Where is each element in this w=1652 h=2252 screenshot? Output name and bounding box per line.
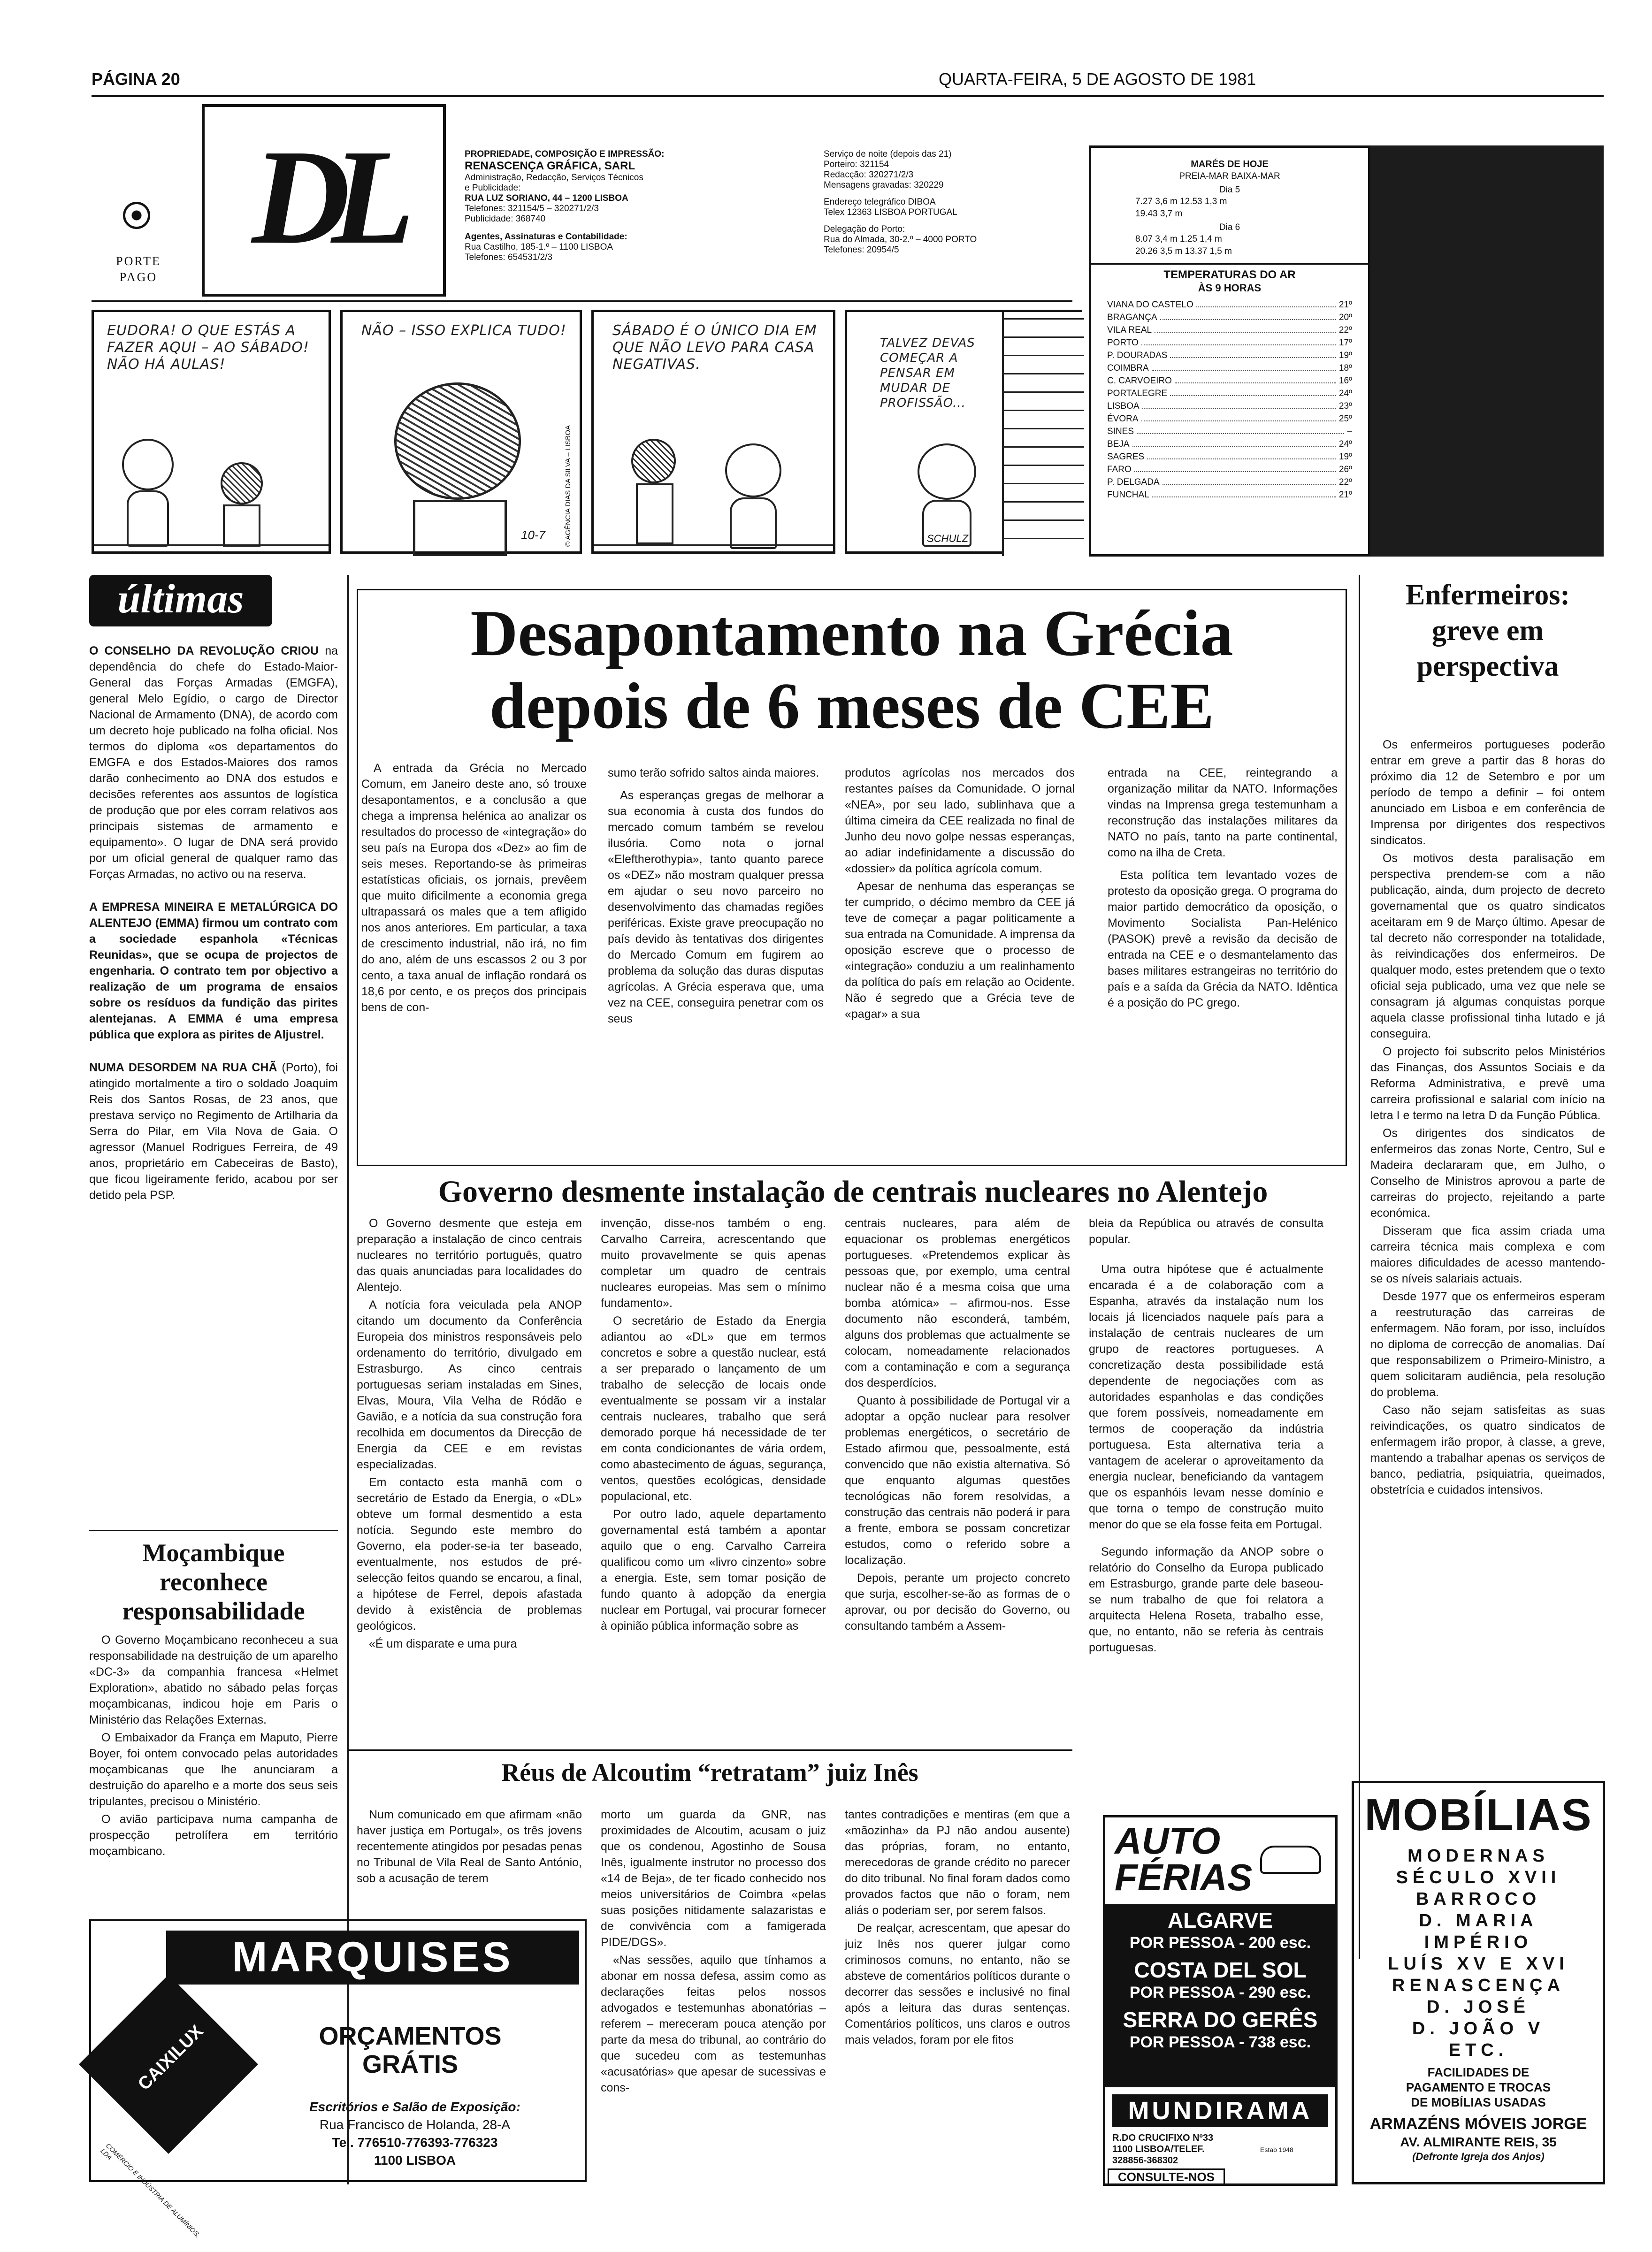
city-temp: 21º: [1338, 490, 1352, 500]
mobilias-store: ARMAZÉNS MÓVEIS JORGE: [1369, 2115, 1587, 2133]
reus-para: «Nas sessões, aquilo que tínhamos a abonar em nossa defesa, assim como as declarações feitas pelos nossos advogados e testemunhas abonatórias – referem – mereceram pouca atenção por parte da mesa do tribunal, ao contrário do que sucedeu com as testemunhas «acusatórias» que apesar de sucessivas e cons-: [601, 1954, 826, 2094]
mobilias-style-line: IMPÉRIO: [1424, 1932, 1533, 1952]
page-date: QUARTA-FEIRA, 5 DE AGOSTO DE 1981: [939, 69, 1256, 89]
dest-3: SERRA DO GERÊS: [1123, 2008, 1318, 2032]
city-name: FARO: [1107, 465, 1132, 474]
car-icon: [1260, 1846, 1321, 1874]
ultimas-column: [89, 643, 338, 1205]
temperature-row: [1107, 362, 1352, 374]
info-line: Telefones: 20954/5: [824, 245, 899, 255]
tides-title: MARÉS DE HOJE: [1191, 159, 1269, 169]
reus-para: Num comunicado em que afirmam «não haver justiça em Portugal», os três jovens recentemente atingidos por pesadas penas no Tribunal de Vila Real de Santo António, sob a acusação de terem: [357, 1808, 582, 1885]
comic-text-2: NÃO – ISSO EXPLICA TUDO!: [361, 322, 566, 339]
nucleares-para: Uma outra hipótese que é actualmente encarada é a de colaboração com a Espanha, através da instalação num los locais já licenciados naquele país para a instalação de centrais nucleares de um grupo de reactores portugueses. A concretização desta possibilidade está dependente de negociações com as autoridades espanholas e das condições que forem possíveis, nomeadamente em termos de cooperação da indústria portuguesa. Esta alternativa teria a vantagem de acelerar o aproveitamento da energia nuclear, beneficiando da vantagem que os espanhóis levam nesse domínio e que torna o tempo de construção muito menor do que se ela fosse feita em Portugal.: [1089, 1263, 1323, 1531]
grecia-col-3: [845, 765, 1075, 1024]
info-line: Mensagens gravadas: 320229: [824, 180, 944, 190]
city-name: C. CARVOEIRO: [1107, 376, 1172, 386]
destinations-panel: [1105, 1904, 1335, 2087]
nucleares-para: Por outro lado, aquele departamento governamental está também a apontar aquilo que o eng. Carvalho Carreira qualificou como um «livro cinzento» sobre a energia. Este, sem tomar posição de fundo quanto à adopção da energia nuclear em Portugal, vai procurar fornecer à opinião pública informação sobre as: [601, 1508, 826, 1633]
dest-1-price: POR PESSOA - 200 esc.: [1129, 1934, 1311, 1952]
mobilias-style-line: RENASCENÇA: [1392, 1976, 1565, 1995]
city-temp: –: [1347, 427, 1352, 436]
tide-row: 19.43 3,7 m: [1135, 209, 1183, 219]
emblem-icon: [123, 202, 150, 229]
grecia-para: A entrada da Grécia no Mercado Comum, em Janeiro deste ano, só trouxe desapontamentos, e a conclusão a que chega a imprensa helénica ao analizar os resultados do processo de «integração» do seu país na Europa dos «Dez» ao fim de seis meses. Reportando-se às primeiras estatísticas oficiais, os jornais, prevêem que muito dificilmente a economia grega ultrapassará os males que a tem afligido nos anos anteriores. Em particular, a taxa de crescimento industrial, não irá, no fim do ano, além de uns escassos 2 ou 3 por cento, a taxa anual de inflação rondará os 18,6 por cento, e os preços dos principais bens de con-: [361, 762, 587, 1014]
temperature-row: [1107, 425, 1352, 438]
ground-line: [594, 544, 833, 546]
ad-mobilias: [1352, 1781, 1605, 2184]
agency-estab: Estab 1948: [1260, 2146, 1293, 2153]
info-line: Administração, Redacção, Serviços Técnicos: [465, 173, 643, 183]
nucleares-para: O secretário de Estado da Energia adiantou ao «DL» que em termos concretos e sobre a questão nuclear, está a ser preparado o lançamento de um trabalho de selecção de locais onde eventualmente se possam vir a instalar centrais nucleares, trabalho que será demorado porque há necessidade de ter em conta condicionantes de vária ordem, como abastecimento de águas, segurança, ventos, questões ecológicas, densidade populacional, etc.: [601, 1314, 826, 1503]
nucleares-title: Governo desmente instalação de centrais nucleares no Alentejo: [438, 1175, 1268, 1209]
ground-line: [94, 544, 329, 546]
character-figure: [223, 504, 260, 547]
city-temp: 16º: [1338, 376, 1352, 386]
ultimas-lead-1: O CONSELHO DA REVOLUÇÃO CRIOU: [89, 644, 319, 657]
city-temp: 18º: [1338, 363, 1352, 373]
grecia-para: produtos agrícolas nos mercados dos restantes países da Comunidade. O jornal «NEA», por seu lado, sublinhava que a última cimeira da CEE realizada no final de Junho deu novo golpe nessas esperanças, ao adiar indefinidamente a discussão do «dossier» da política agrícola comum.: [845, 766, 1075, 875]
nucleares-para: O Governo desmente que esteja em preparação a instalação de cinco centrais nucleares no território português, quatro das quais anunciadas para localidades do Alentejo.: [357, 1217, 582, 1294]
city-name: SINES: [1107, 427, 1134, 436]
tides-sub: PREIA-MAR BAIXA-MAR: [1179, 171, 1280, 181]
tide-row: 7.27 3,6 m 12.53 1,3 m: [1135, 197, 1227, 206]
info-line: Redacção: 320271/2/3: [824, 170, 914, 180]
nucleares-para: «É um disparate e uma pura: [369, 1637, 517, 1650]
city-temp: 20º: [1338, 313, 1352, 322]
temp-title: TEMPERATURAS DO AR: [1163, 268, 1296, 281]
temperature-row: [1107, 400, 1352, 412]
header-rule: [92, 95, 1604, 97]
character-figure: [725, 443, 781, 497]
enfermeiros-para: Desde 1977 que os enfermeiros esperam a reestruturação das carreiras de enfermagem. Não foram, por isso, incluídos no diploma de correcção de anomalias. Daí que responsabilizem o Primeiro-Ministro, a quem solicitaram audiência, pela resolução do problema.: [1370, 1290, 1605, 1399]
weather-dark-band: [1370, 145, 1604, 557]
mobilias-style-line: BARROCO: [1415, 1889, 1541, 1909]
grecia-col-1: [361, 760, 587, 1017]
nucleares-para: Depois, perante um projecto concreto que surja, escolher-se-ão as formas de o aprovar, ou por decisão do Governo, ou consultando também a Assem-: [845, 1572, 1070, 1633]
city-name: P. DELGADA: [1107, 477, 1160, 487]
tides-day5: Dia 5: [1219, 185, 1240, 195]
ultimas-text-1: na dependência do chefe do Estado-Maior-General das Forças Armadas (EMGFA), general Melo Egídio, o cargo de Director Nacional de Armamento (DNA), de acordo com um decreto hoje publicado na folha oficial. Nos termos do diploma «os departamentos do EMGFA e dos Estados-Maiores dos ramos darão conhecimento ao DNA dos estudos e decisões referentes aos assuntos de logística de produção que por eles corram relativos aos principais sistemas de armamento e equipamento». O lugar de DNA será provido por um oficial general de qualquer ramo das Forças Armadas, no activo ou na reserva.: [89, 644, 338, 881]
enfermeiros-para: Os motivos desta paralisação em perspectiva prendem-se com a não publicação, ainda, dum projecto de decreto governamental que os quatro sindicatos aceitaram em 9 de Março último. Apesar de tal decreto não corresponder na totalidade, às reivindicações dos enfermeiros. De qualquer modo, estes pretendem que o texto oficial seja publicado, uma vez que nele se consagram já algumas conquistas porque aquela classe profissional tinha lutado e já conseguira.: [1370, 852, 1605, 1040]
grecia-title-2: depois de 6 meses de CEE: [489, 670, 1214, 742]
city-temp: 25º: [1338, 414, 1352, 424]
masthead-rule: [92, 300, 1072, 302]
info-line: Porteiro: 321154: [824, 160, 889, 169]
enfermeiros-para: Caso não sejam satisfeitas as suas reivindicações, os quatro sindicatos de enfermagem irão propor, à classe, a greve, mantendo a trabalhar apenas os serviços de banco, pediatria, psiquiatria, queimados, obstetrícia e cuidados intensivos.: [1370, 1404, 1605, 1496]
masthead-info-left: [465, 149, 765, 263]
mobilias-title: MOBÍLIAS: [1364, 1790, 1592, 1840]
grecia-col-2: [608, 765, 824, 1029]
reus-title: Réus de Alcoutim “retratam” juiz Inês: [501, 1758, 918, 1786]
reus-col-3: [845, 1807, 1070, 2050]
temp-sub: ÀS 9 HORAS: [1198, 282, 1262, 294]
consulte-label: CONSULTE-NOS: [1108, 2168, 1225, 2186]
column-rule: [1359, 575, 1360, 1959]
temperature-row: [1107, 298, 1352, 311]
temperature-row: [1107, 387, 1352, 400]
city-temp: 24º: [1338, 389, 1352, 398]
nucleares-col-2: [601, 1215, 826, 1636]
comic-panel-2: [340, 310, 582, 554]
comic-panel-1: [92, 310, 331, 554]
city-name: ÉVORA: [1107, 414, 1139, 424]
divider: [89, 1530, 338, 1531]
mocambique-para: O Embaixador da França em Maputo, Pierre Boyer, foi ontem convocado pelas autoridades moçambicanas que lhe anunciaram a destruição do aparelho e a morte dos seus seis tripulantes, precisou o Ministério.: [89, 1731, 338, 1808]
city-name: PORTALEGRE: [1107, 389, 1168, 398]
grecia-para: entrada na CEE, reintegrando a organização militar da NATO. Informações vindas na Imprensa grega testemunham a reconstrução das instalações militares da NATO no país, tanto na parte continental, como na ilha de Creta.: [1108, 766, 1338, 859]
info-line: PROPRIEDADE, COMPOSIÇÃO E IMPRESSÃO:: [465, 149, 665, 159]
temperature-list: [1107, 298, 1352, 501]
reus-para: De realçar, acrescentam, que apesar do juiz Inês nos querer julgar como criminosos comuns, no entanto, não se absteve de comentários políticos durante o decorrer das sessões e inclusivé no final após a leitura das duras sentenças. Comentários políticos, uns claros e outros mais velados, foram por ele fitos: [845, 1922, 1070, 2046]
city-temp: 19º: [1338, 452, 1352, 462]
info-line: Serviço de noite (depois das 21): [824, 149, 952, 159]
ultimas-badge: últimas: [89, 575, 272, 626]
enfermeiros-para: Os enfermeiros portugueses poderão entrar em greve a partir das 8 horas do próximo dia 12 de Setembro e por um período de tempo a definir – foi ontem anunciado em Lisboa e em conferência de Imprensa por dirigentes dos respectivos sindicatos.: [1370, 738, 1605, 847]
city-temp: 23º: [1338, 401, 1352, 411]
addr-line: 1100 LISBOA: [374, 2153, 456, 2168]
character-figure: [730, 497, 777, 549]
mobilias-style-line: MODERNAS: [1407, 1846, 1549, 1866]
masthead-info-right: [824, 149, 1086, 255]
dest-1: ALGARVE: [1167, 1908, 1273, 1932]
info-line: Telefones: 321154/5 – 320271/2/3: [465, 204, 599, 214]
mocambique-para: O avião participava numa campanha de prospecção petrolífera em território moçambicano.: [89, 1813, 338, 1858]
reus-col-2: [601, 1807, 826, 2098]
tides-day6: Dia 6: [1219, 222, 1240, 232]
character-figure: [918, 443, 976, 500]
nucleares-col-3: [845, 1215, 1070, 1636]
nucleares-para: A notícia fora veiculada pela ANOP citando um documento da Conferência Europeia dos ministros responsáveis pelo ordenamento do território, divulgado em Estrasburgo. As cinco centrais portuguesas seriam instaladas em Sines, Elvas, Moura, Vila Velha de Ródão e Gavião, e a notícia da sua construção fora recolhida em documentos da Direcção de Energia da CEE e em revistas especializadas.: [357, 1298, 582, 1471]
city-name: P. DOURADAS: [1107, 351, 1168, 360]
info-line: RUA LUZ SORIANO, 44 – 1200 LISBOA: [465, 193, 628, 203]
enfermeiros-body: [1370, 737, 1605, 1500]
city-temp: 22º: [1338, 477, 1352, 487]
agency-name: MUNDIRAMA: [1112, 2094, 1328, 2127]
mobilias-style-line: D. JOSÉ: [1427, 1997, 1530, 2017]
enfermeiros-title: Enfermeiros: greve em perspectiva: [1405, 579, 1570, 682]
temperature-row: [1107, 450, 1352, 463]
nucleares-para: centrais nucleares, para além de equacionar os problemas energéticos portugueses. «Pretendemos explicar às pessoas que, por exemplo, uma central nuclear não é a mesma coisa que uma bomba atómica» – afirmou-nos. Esse documento não esconderá, também, alguns dos problemas que actualmente se colocam, nomeadamente relacionados com a contaminação e com a segurança dos desperdícios.: [845, 1217, 1070, 1389]
grecia-para: Esta política tem levantado vozes de protesto da oposição grega. O programa do maior partido democrático da oposição, o Movimento Socialista Pan-Helénico (PASOK) prevê a revisão da decisão de entrada na CEE e o desmantelamento das bases militares estrangeiras no território do país e a saída da Grécia da NATO. Idêntica é a posição do PC grego.: [1108, 869, 1338, 1009]
temperature-row: [1107, 489, 1352, 501]
brick-wall: [1002, 312, 1084, 556]
grecia-para: As esperanças gregas de melhorar a sua economia à custa dos fundos do mercado comum também se revelou ilusória. Como nota o jornal «Eleftherothypia», tanto quanto parece os «DEZ» não mostram qualquer pressa em ajudar o seu novo parceiro no desenvolvimento das chamadas regiões periféricas. Existe grave preocupação no país devido às tentativas dos dirigentes do Mercado Comum em fugirem ao problema da solução das duras disputas agrícolas. A Grécia esperava que, uma vez na CEE, conseguira penetrar com os seus: [608, 789, 824, 1025]
comic-text-4: TALVEZ DEVAS COMEÇAR A PENSAR EM MUDAR DE PROFISSÃO...: [880, 336, 975, 410]
city-name: BRAGANÇA: [1107, 313, 1157, 322]
comic-text-3: SÁBADO É O ÚNICO DIA EM QUE NÃO LEVO PARA CASA NEGATIVAS.: [612, 322, 817, 373]
comic-signature: SCHULZ: [927, 533, 969, 544]
tide-row: 20.26 3,5 m 13.37 1,5 m: [1135, 246, 1232, 256]
grecia-col-4: [1108, 765, 1338, 1013]
reus-col-1: [357, 1807, 582, 1888]
city-name: PORTO: [1107, 338, 1139, 348]
nucleares-para: Segundo informação da ANOP sobre o relatório do Conselho da Europa publicado em Estrasburgo, grande parte dele baseou-se num trabalho de que foi relatora a arquitecta Helena Roseta, trabalho esse, que, no entanto, não se referia às centrais portuguesas.: [1089, 1545, 1323, 1654]
character-figure: [636, 483, 673, 544]
addr-line: Escritórios e Salão de Exposição:: [309, 2099, 520, 2114]
tide-row: 8.07 3,4 m 1.25 1,4 m: [1135, 234, 1222, 244]
ultimas-text-2: A EMPRESA MINEIRA E METALÚRGICA DO ALENTEJO (EMMA) firmou um contrato com a sociedade espanhola «Técnicas Reunidas», que se ocupa de projectos de engenharia. O contrato tem por objectivo a realização de um programa de ensaios sobre os resíduos da fundição das pirites alentejanas. A EMMA é uma empresa pública que explora as pirites de Aljustrel.: [89, 901, 338, 1041]
city-temp: 22º: [1338, 325, 1352, 335]
porte-pago: PORTE PAGO: [116, 254, 161, 284]
temperature-row: [1107, 412, 1352, 425]
character-figure: [413, 500, 507, 556]
dest-2-price: POR PESSOA - 290 esc.: [1129, 1984, 1311, 2001]
comic-panel-4: [845, 310, 1082, 554]
temperature-row: [1107, 336, 1352, 349]
addr-line: Rua Francisco de Holanda, 28-A: [319, 2117, 511, 2132]
info-line: Rua do Almada, 30-2.º – 4000 PORTO: [824, 235, 977, 244]
temperature-row: [1107, 374, 1352, 387]
character-figure: [221, 462, 263, 504]
city-temp: 26º: [1338, 465, 1352, 474]
agency-addr: 328856-368302: [1112, 2155, 1178, 2166]
city-temp: 19º: [1338, 351, 1352, 360]
auto-brand-2: FÉRIAS: [1115, 1856, 1253, 1898]
marquises-brand: MARQUISES: [166, 1931, 579, 1985]
caixilux-side: COMÉRCIO E INDÚSTRIA DE ALUMÍNIOS, LDA: [99, 2142, 202, 2239]
mobilias-terms: FACILIDADES DE: [1427, 2065, 1530, 2079]
mocambique-para: O Governo Moçambicano reconheceu a sua responsabilidade na destruição de um aparelho «DC-3» da companhia francesa «Helmet Exploration», abatido no sábado pelas forças moçambicanas, indicou hoje em Paris o Ministério das Relações Externas.: [89, 1634, 338, 1726]
caixilux-label: CAIXILUX: [134, 2021, 207, 2094]
nucleares-col-4: [1089, 1215, 1323, 1657]
mocambique-body: [89, 1632, 338, 1861]
mobilias-style-line: D. MARIA: [1419, 1911, 1538, 1931]
city-name: LISBOA: [1107, 401, 1140, 411]
info-line: Telefones: 654531/2/3: [465, 252, 552, 262]
info-line: Telex 12363 LISBOA PORTUGAL: [824, 207, 957, 217]
info-line: Endereço telegráfico DIBOA: [824, 197, 936, 207]
info-line: Publicidade: 368740: [465, 214, 546, 224]
city-temp: 17º: [1338, 338, 1352, 348]
info-line: RENASCENÇA GRÁFICA, SARL: [465, 160, 635, 172]
nucleares-col-1: [357, 1215, 582, 1654]
ultimas-text-3: (Porto), foi atingido mortalmente a tiro o soldado Joaquim Reis dos Santos Rosas, de 23 anos, que prestava serviço no Regimento de Artilharia da Serra do Pilar, em Vila Nova de Gaia. O agressor (Manuel Rodrigues Ferreira, de 49 anos, proprietário em Cabeceiras de Basto), que ficou ligeiramente ferido, acabou por ser detido pela PSP.: [89, 1061, 338, 1202]
mobilias-terms: DE MOBÍLIAS USADAS: [1411, 2095, 1546, 2109]
comic-panel-3: [591, 310, 835, 554]
mobilias-style-line: ETC.: [1448, 2040, 1508, 2060]
info-line: Delegação do Porto:: [824, 224, 905, 234]
reus-para: tantes contradições e mentiras (em que a «mãozinha» da PJ não andou ausente) das próprias, foram, no entanto, merecedoras de grande crédito no parecer do dito tribunal. No final foram dados como provados factos que não o foram, nem aliás o poderiam ser, por serem falsos.: [845, 1808, 1070, 1917]
mobilias-near: (Defronte Igreja dos Anjos): [1412, 2151, 1545, 2162]
temperature-row: [1107, 438, 1352, 450]
enfermeiros-para: Disseram que fica assim criada uma carreira técnica mais complexa e com maiores dificuldades de acesso mantendo-se os níveis salariais actuais.: [1370, 1224, 1605, 1285]
character-figure: [127, 490, 169, 547]
dest-2: COSTA DEL SOL: [1134, 1958, 1307, 1982]
masthead-logo: DL: [252, 122, 396, 272]
info-line: Agentes, Assinaturas e Contabilidade:: [465, 232, 627, 242]
comic-credit: © AGÊNCIA DIAS DA SILVA – LISBOA: [564, 425, 572, 547]
city-temp: 21º: [1338, 300, 1352, 310]
mobilias-style-line: LUÍS XV E XVI: [1388, 1954, 1569, 1974]
agency-addr: R.DO CRUCIFIXO Nº33: [1112, 2133, 1214, 2143]
auto-brand-1: AUTO: [1115, 1820, 1221, 1862]
city-name: VIANA DO CASTELO: [1107, 300, 1193, 310]
weather-box: [1089, 145, 1370, 557]
city-temp: 24º: [1338, 439, 1352, 449]
mobilias-terms: PAGAMENTO E TROCAS: [1406, 2080, 1551, 2094]
temperature-row: [1107, 476, 1352, 489]
city-name: VILA REAL: [1107, 325, 1152, 335]
reus-para: morto um guarda da GNR, nas proximidades de Alcoutim, acusam o juiz que os condenou, Agostinho de Sousa Inês, igualmente instrutor no processo dos «14 de Beja», de ter ficado conhecido nos meios universitários de Coimbra «pelas suas posições nitidamente salazaristas e de convivência com a famigerada PIDE/DGS».: [601, 1808, 826, 1949]
ad-marquises: [89, 1919, 587, 2239]
grecia-para: sumo terão sofrido saltos ainda maiores.: [608, 766, 819, 779]
enfermeiros-para: O projecto foi subscrito pelos Ministérios das Finanças, dos Assuntos Sociais e da Reforma Administrativa, e prevê uma carreira profissional e salarial com início na letra I e termo na letra D da Função Pública.: [1370, 1045, 1605, 1122]
character-figure: [122, 439, 174, 490]
addr-line: Tel. 776510-776393-776323: [332, 2135, 498, 2150]
mocambique-title: Moçambique reconhece responsabilidade: [122, 1539, 305, 1625]
temperature-row: [1107, 311, 1352, 324]
character-figure: [631, 439, 676, 483]
grecia-para: Apesar de nenhuma das esperanças se ter cumprido, o décimo membro da CEE já teve de começar a pagar politicamente a sua entrada na Comunidade. A imprensa da oposição escreve que o processo de «integração» conduziu a um realinhamento da política do país em relação ao Ocidente. Não é segredo que a Grécia teve de «pagar» a sua: [845, 880, 1075, 1021]
temperature-row: [1107, 349, 1352, 362]
nucleares-para: Em contacto esta manhã com o secretário de Estado da Energia, o «DL» obteve um formal desmentido a esta notícia. Segundo este membro do Governo, ela poder-se-ia ter baseado, eventualmente, nos estudos de pré-selecção feitos quando se encarou, a final, a hipótese de Ferrel, depois afastada devido à existência de problemas geológicos.: [357, 1476, 582, 1633]
info-line: e Publicidade:: [465, 183, 521, 193]
comic-text-1: EUDORA! O QUE ESTÁS A FAZER AQUI – AO SÁBADO! NÃO HÁ AULAS!: [107, 322, 310, 373]
grecia-title-1: Desapontamento na Grécia: [470, 597, 1233, 670]
offer-line-2: GRÁTIS: [362, 2050, 458, 2078]
city-name: COIMBRA: [1107, 363, 1149, 373]
dest-3-price: POR PESSOA - 738 esc.: [1129, 2033, 1311, 2051]
nucleares-para: bleia da República ou através de consulta popular.: [1089, 1217, 1323, 1246]
info-line: Rua Castilho, 185-1.º – 1100 LISBOA: [465, 242, 613, 252]
ad-auto-ferias: [1103, 1815, 1338, 2186]
temperature-row: [1107, 463, 1352, 476]
temperature-row: [1107, 324, 1352, 336]
mobilias-style-line: D. JOÃO V: [1412, 2019, 1545, 2038]
mobilias-address: AV. ALMIRANTE REIS, 35: [1400, 2135, 1557, 2149]
offer-line-1: ORÇAMENTOS: [319, 2022, 502, 2050]
character-figure: [394, 382, 521, 500]
divider: [347, 1749, 1072, 1751]
ultimas-lead-3: NUMA DESORDEM NA RUA CHÃ: [89, 1061, 277, 1074]
nucleares-para: invenção, disse-nos também o eng. Carvalho Carreira, acrescentando que muito provavelmente se quis apenas completar um quadro de centrais nucleares europeias. Mas sem o mínimo fundamento».: [601, 1217, 826, 1310]
page-number: PÁGINA 20: [92, 69, 180, 89]
enfermeiros-para: Os dirigentes dos sindicatos de enfermeiros das zonas Norte, Centro, Sul e Madeira declararam que, em Julho, o Conselho de Ministros aprovou a parte de carreiras do projecto, rejeitando a parte económica.: [1370, 1127, 1605, 1220]
mobilias-style-line: SÉCULO XVII: [1396, 1868, 1561, 1887]
nucleares-para: Quanto à possibilidade de Portugal vir a adoptar a opção nuclear para resolver problemas energéticos, o secretário de Estado afirmou que, pessoalmente, está convencido que não existia alternativa. Só que enquanto algumas questões tecnológicas não forem resolvidas, a construção das centrais não poderá ir para a frente, embora se possam concretizar estudos, como o referido sobre a localização.: [845, 1394, 1070, 1567]
city-name: BEJA: [1107, 439, 1130, 449]
agency-addr: 1100 LISBOA/TELEF.: [1112, 2144, 1205, 2154]
city-name: FUNCHAL: [1107, 490, 1149, 500]
comic-date: 10-7: [521, 528, 546, 542]
city-name: SAGRES: [1107, 452, 1145, 462]
mobilias-styles: [1361, 1845, 1595, 2061]
